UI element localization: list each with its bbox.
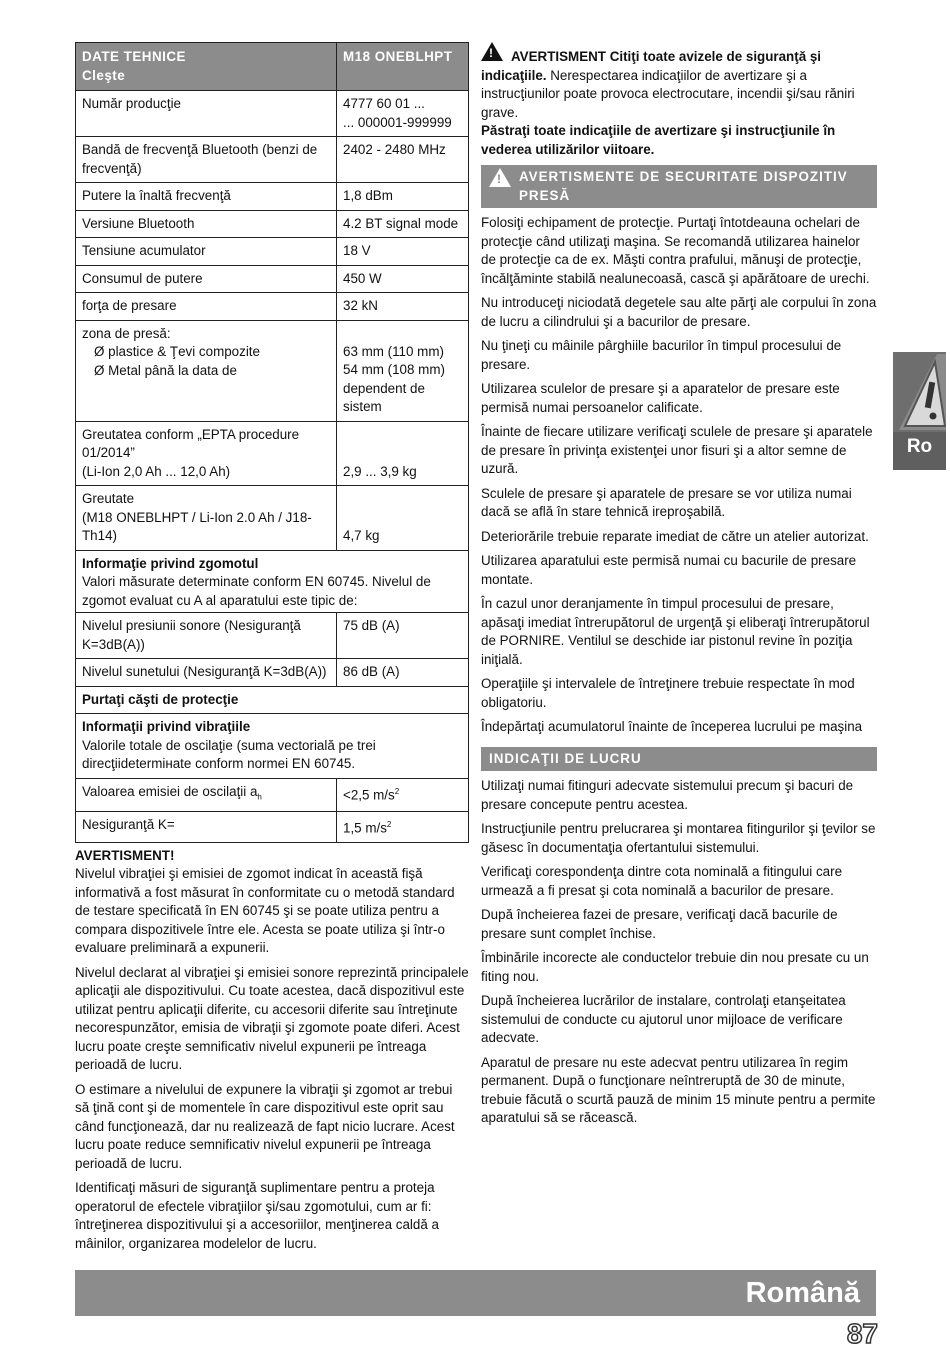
vibration-uncertainty-label: Nesiguranţă K= bbox=[76, 811, 337, 842]
page-number: 87 bbox=[846, 1318, 878, 1349]
table-row bbox=[76, 183, 469, 211]
section-safety-title: AVERTISMENTE DE SECURITATE DISPOZITIV PRESĂ bbox=[519, 169, 848, 203]
vibration-emission-label: Valoarea emisiei de oscilaţii a bbox=[82, 783, 258, 799]
table-row bbox=[76, 91, 469, 137]
weight-epta-label: Greutatea conform „EPTA procedure 01/2014” (Li-Ion 2,0 Ah ... 12,0 Ah) bbox=[76, 421, 337, 486]
keep-instructions: Păstraţi toate indicaţiile de avertizare şi instrucţiunile în vederea utilizărilor viitoare. bbox=[481, 123, 836, 157]
spec-label: Putere la înaltă frecvenţă bbox=[76, 183, 337, 211]
paragraph: Utilizaţi numai fitinguri adecvate sistemului precum şi bacuri de presare concepute pentru acestea. bbox=[481, 778, 854, 812]
ear-protection-text: Purtaţi căşti de protecţie bbox=[76, 686, 469, 714]
unit-superscript: 2 bbox=[394, 786, 400, 796]
spec-value: 4777 60 01 ... ... 000001-999999 bbox=[337, 91, 469, 137]
spec-label: Număr producţie bbox=[76, 91, 337, 137]
spec-value: 1,8 dBm bbox=[337, 183, 469, 211]
table-row bbox=[76, 238, 469, 266]
paragraph: Înainte de fiecare utilizare verificaţi sculele de presare şi aparatele de presare în privinţa existenţei unor fisuri şi a altor semne de uzură. bbox=[481, 424, 873, 476]
paragraph: O estimare a nivelului de expunere la vibraţii şi zgomot ar trebui să ţină cont şi de momentele în care dispozitivul este oprit sau când funcţionează, dar nu realizează de fapt nicio lucrare. Acest lucru poate reduce semnificativ nivelul expunerii pe întreaga perioadă de lucru. bbox=[75, 1081, 455, 1171]
ear-protection-row bbox=[76, 686, 469, 714]
paragraph: În cazul unor deranjamente în timpul procesului de presare, apăsaţi imediat întrerupătorul de urgenţă şi eliberaţi întrerupătorul de PORNIRE. Ventilul se deschide iar pistonul revine în poziţia iniţială. bbox=[481, 596, 870, 667]
technical-data-table bbox=[75, 42, 469, 843]
section-work-header bbox=[481, 747, 877, 772]
vibration-info-row bbox=[76, 714, 469, 779]
spec-value: 18 V bbox=[337, 238, 469, 266]
paragraph: După încheierea fazei de presare, verificaţi dacă bacurile de presare sunt complet închise. bbox=[481, 907, 838, 941]
paragraph: Nu introduceţi niciodată degetele sau alte părţi ale corpului în zona de lucru a cilindrului şi a bacurilor de presare. bbox=[481, 295, 877, 329]
footer-language: Română bbox=[745, 1277, 860, 1309]
table-row bbox=[76, 210, 469, 238]
section-work-title: INDICAŢII DE LUCRU bbox=[489, 750, 642, 766]
noise-pressure-row bbox=[76, 613, 469, 659]
spec-label: forţa de presare bbox=[76, 293, 337, 321]
warning-side-icon bbox=[893, 352, 946, 432]
work-paragraphs bbox=[481, 777, 877, 1128]
table-row bbox=[76, 137, 469, 183]
noise-title: Informaţie privind zgomotul bbox=[82, 555, 259, 571]
zone-title: zona de presă: bbox=[82, 325, 171, 341]
paragraph: Identificaţi măsuri de siguranţă suplimentare pentru a proteja operatorul de efectele vibraţiilor şi/sau zgomotului, cum ar fi: întreţinerea dispozitivului şi a accesoriilor, menţinerea caldă a mâinilor, organizarea modelelor de lucru. bbox=[75, 1180, 439, 1251]
warning-triangle-icon: ! bbox=[489, 168, 511, 187]
paragraph: Aparatul de presare nu este adecvat pentru utilizarea în regim permanent. După o funcţionare neîntreruptă de 30 de minute, trebuie făcută o scurtă pauză de minim 15 minute pentru a permite aparatului să se răcească. bbox=[481, 1054, 876, 1125]
section-safety-header bbox=[481, 165, 877, 208]
footer-bar bbox=[75, 1270, 876, 1316]
noise-power-row bbox=[76, 659, 469, 687]
spec-value: 4.2 BT signal mode bbox=[337, 210, 469, 238]
unit-superscript: 2 bbox=[386, 819, 392, 829]
paragraph: Îmbinările incorecte ale conductelor trebuie din nou presate cu un fiting nou. bbox=[481, 950, 869, 984]
table-row-zone bbox=[76, 320, 469, 421]
spec-label: Consumul de putere bbox=[76, 265, 337, 293]
noise-info-row bbox=[76, 550, 469, 613]
noise-text: Valori măsurate determinate conform EN 60745. Nivelul de zgomot evaluat cu A al aparatului este tipic de: bbox=[82, 574, 431, 608]
weight-epta-value: 2,9 ... 3,9 kg bbox=[337, 421, 469, 486]
intro-text: Nerespectarea indicaţiilor de avertizare şi a instrucţiunilor poate provoca electrocutare, incendii şi/sau răniri grave. bbox=[481, 67, 855, 120]
header-model: M18 ONEBLHPT bbox=[337, 43, 469, 91]
zone-item-plastic: Ø plastice & Ţevi compozite bbox=[94, 344, 260, 359]
vibration-uncertainty-row bbox=[76, 811, 469, 842]
language-side-tab bbox=[893, 352, 946, 470]
weight-value: 4,7 kg bbox=[337, 486, 469, 551]
paragraph: Sculele de presare şi aparatele de presare se vor utiliza numai dacă se află în stare tehnică ireproşabilă. bbox=[481, 485, 852, 519]
vibration-emission-value: <2,5 m/s bbox=[343, 786, 395, 802]
spec-label: Tensiune acumulator bbox=[76, 238, 337, 266]
spec-label: Bandă de frecvenţă Bluetooth (benzi de frecvenţă) bbox=[76, 137, 337, 183]
warning-paragraphs bbox=[75, 865, 469, 1253]
warning-title: AVERTISMENT! bbox=[75, 847, 175, 863]
paragraph: Utilizarea aparatului este permisă numai cu bacurile de presare montate. bbox=[481, 553, 857, 587]
spec-label: Versiune Bluetooth bbox=[76, 210, 337, 238]
noise-power-label: Nivelul sunetului (Nesiguranţă K=3dB(A)) bbox=[76, 659, 337, 687]
vibration-uncertainty-value: 1,5 m/s bbox=[343, 820, 387, 836]
side-tab-label: Ro bbox=[906, 436, 933, 457]
vibration-subscript: h bbox=[257, 792, 262, 802]
paragraph: Verificaţi corespondenţa dintre cota nominală a fitingului care urmează a fi presat şi cota nominală a bacurilor de presare. bbox=[481, 864, 843, 898]
zone-item-metal: Ø Metal până la data de bbox=[94, 362, 237, 378]
paragraph: După încheierea lucrărilor de instalare, controlaţi etanşeitatea sistemului de conducte cu ajutorul unor mijloace de verificare adecvate. bbox=[481, 993, 846, 1045]
table-row-weight-epta bbox=[76, 421, 469, 486]
paragraph: Utilizarea sculelor de presare şi a aparatelor de presare este permisă numai persoanelor calificate. bbox=[481, 381, 840, 415]
table-row bbox=[76, 293, 469, 321]
spec-value: 450 W bbox=[337, 265, 469, 293]
noise-pressure-value: 75 dB (A) bbox=[337, 613, 469, 659]
vibration-text: Valorile totale de oscilaţie (suma vectorială pe trei direcţiidetermінate conform normei EN 60745. bbox=[82, 737, 376, 771]
left-column bbox=[75, 42, 469, 1259]
header-title: DATE TEHNICE bbox=[82, 49, 186, 64]
paragraph: Operaţiile şi intervalele de întreţinere trebuie respectate în mod obligatoriu. bbox=[481, 676, 855, 710]
weight-label: Greutate (M18 ONEBLHPT / Li-Ion 2.0 Ah / J18-Th14) bbox=[76, 486, 337, 551]
right-column bbox=[481, 42, 877, 1134]
spec-value: 32 kN bbox=[337, 293, 469, 321]
spec-value: 2402 - 2480 MHz bbox=[337, 137, 469, 183]
safety-paragraphs bbox=[481, 214, 877, 737]
vibration-title: Informaţii privind vibraţiile bbox=[82, 719, 251, 734]
table-row bbox=[76, 265, 469, 293]
vibration-emission-row bbox=[76, 778, 469, 811]
safety-intro bbox=[481, 42, 877, 159]
noise-pressure-label: Nivelul presiunii sonore (Nesiguranţă K=3dB(A)) bbox=[76, 613, 337, 659]
header-left bbox=[76, 43, 337, 91]
paragraph: Nivelul vibraţiei şi emisiei de zgomot indicat în această fişă informativă a fost măsurat în conformitate cu o metodă standard de testare specificată în EN 60745 şi se poate utiliza pentru a compara dispozitivele între ele. Acesta se poate utiliza şi într-o evaluare preliminară a expunerii. bbox=[75, 866, 455, 956]
paragraph: Îndepărtaţi acumulatorul înainte de începerea lucrului pe maşina bbox=[481, 719, 863, 734]
table-header bbox=[76, 43, 469, 91]
noise-power-value: 86 dB (A) bbox=[337, 659, 469, 687]
paragraph: Nivelul declarat al vibraţiei şi emisiei sonore reprezintă principalele aplicaţii ale dispozitivului. Cu toate acestea, dacă dispozitivul este utilizat pentru aplicaţii diferite, cu accesorii diferite sau întreţinute necorespunzător, emisia de vibraţii şi zgomote poate diferi. Acest lucru poate creşte semnificativ nivelul expunerii pe întreaga perioadă de lucru. bbox=[75, 964, 469, 1073]
header-subtitle: Cleşte bbox=[82, 67, 126, 83]
intro-bold: AVERTISMENT Citiţi toate avizele de siguranţă şi indicaţiile. bbox=[481, 49, 822, 83]
warning-triangle-icon: ! bbox=[481, 42, 503, 61]
paragraph: Instrucţiunile pentru prelucrarea şi montarea fitingurilor şi ţevilor se găsesc în documentaţia ofertantului sistemului. bbox=[481, 821, 876, 855]
table-row-weight bbox=[76, 486, 469, 551]
paragraph: Nu ţineţi cu mâinile pârghiile bacurilor în timpul procesului de presare. bbox=[481, 338, 842, 372]
zone-value-plastic: 63 mm (110 mm) bbox=[343, 343, 444, 359]
paragraph: Folosiţi echipament de protecţie. Purtaţi întotdeauna ochelari de protecţie când utilizaţi maşina. Se recomandă utilizarea hainelor de protecţie ca de ex. Măşti contra prafului, mănuşi de protecţie, încălţăminte stabilă nealunecoasă, cască şi apărătoare de urechi. bbox=[481, 215, 870, 286]
zone-value-metal: 54 mm (108 mm) dependent de sistem bbox=[343, 362, 445, 414]
paragraph: Deteriorările trebuie reparate imediat de către un atelier autorizat. bbox=[481, 528, 869, 544]
